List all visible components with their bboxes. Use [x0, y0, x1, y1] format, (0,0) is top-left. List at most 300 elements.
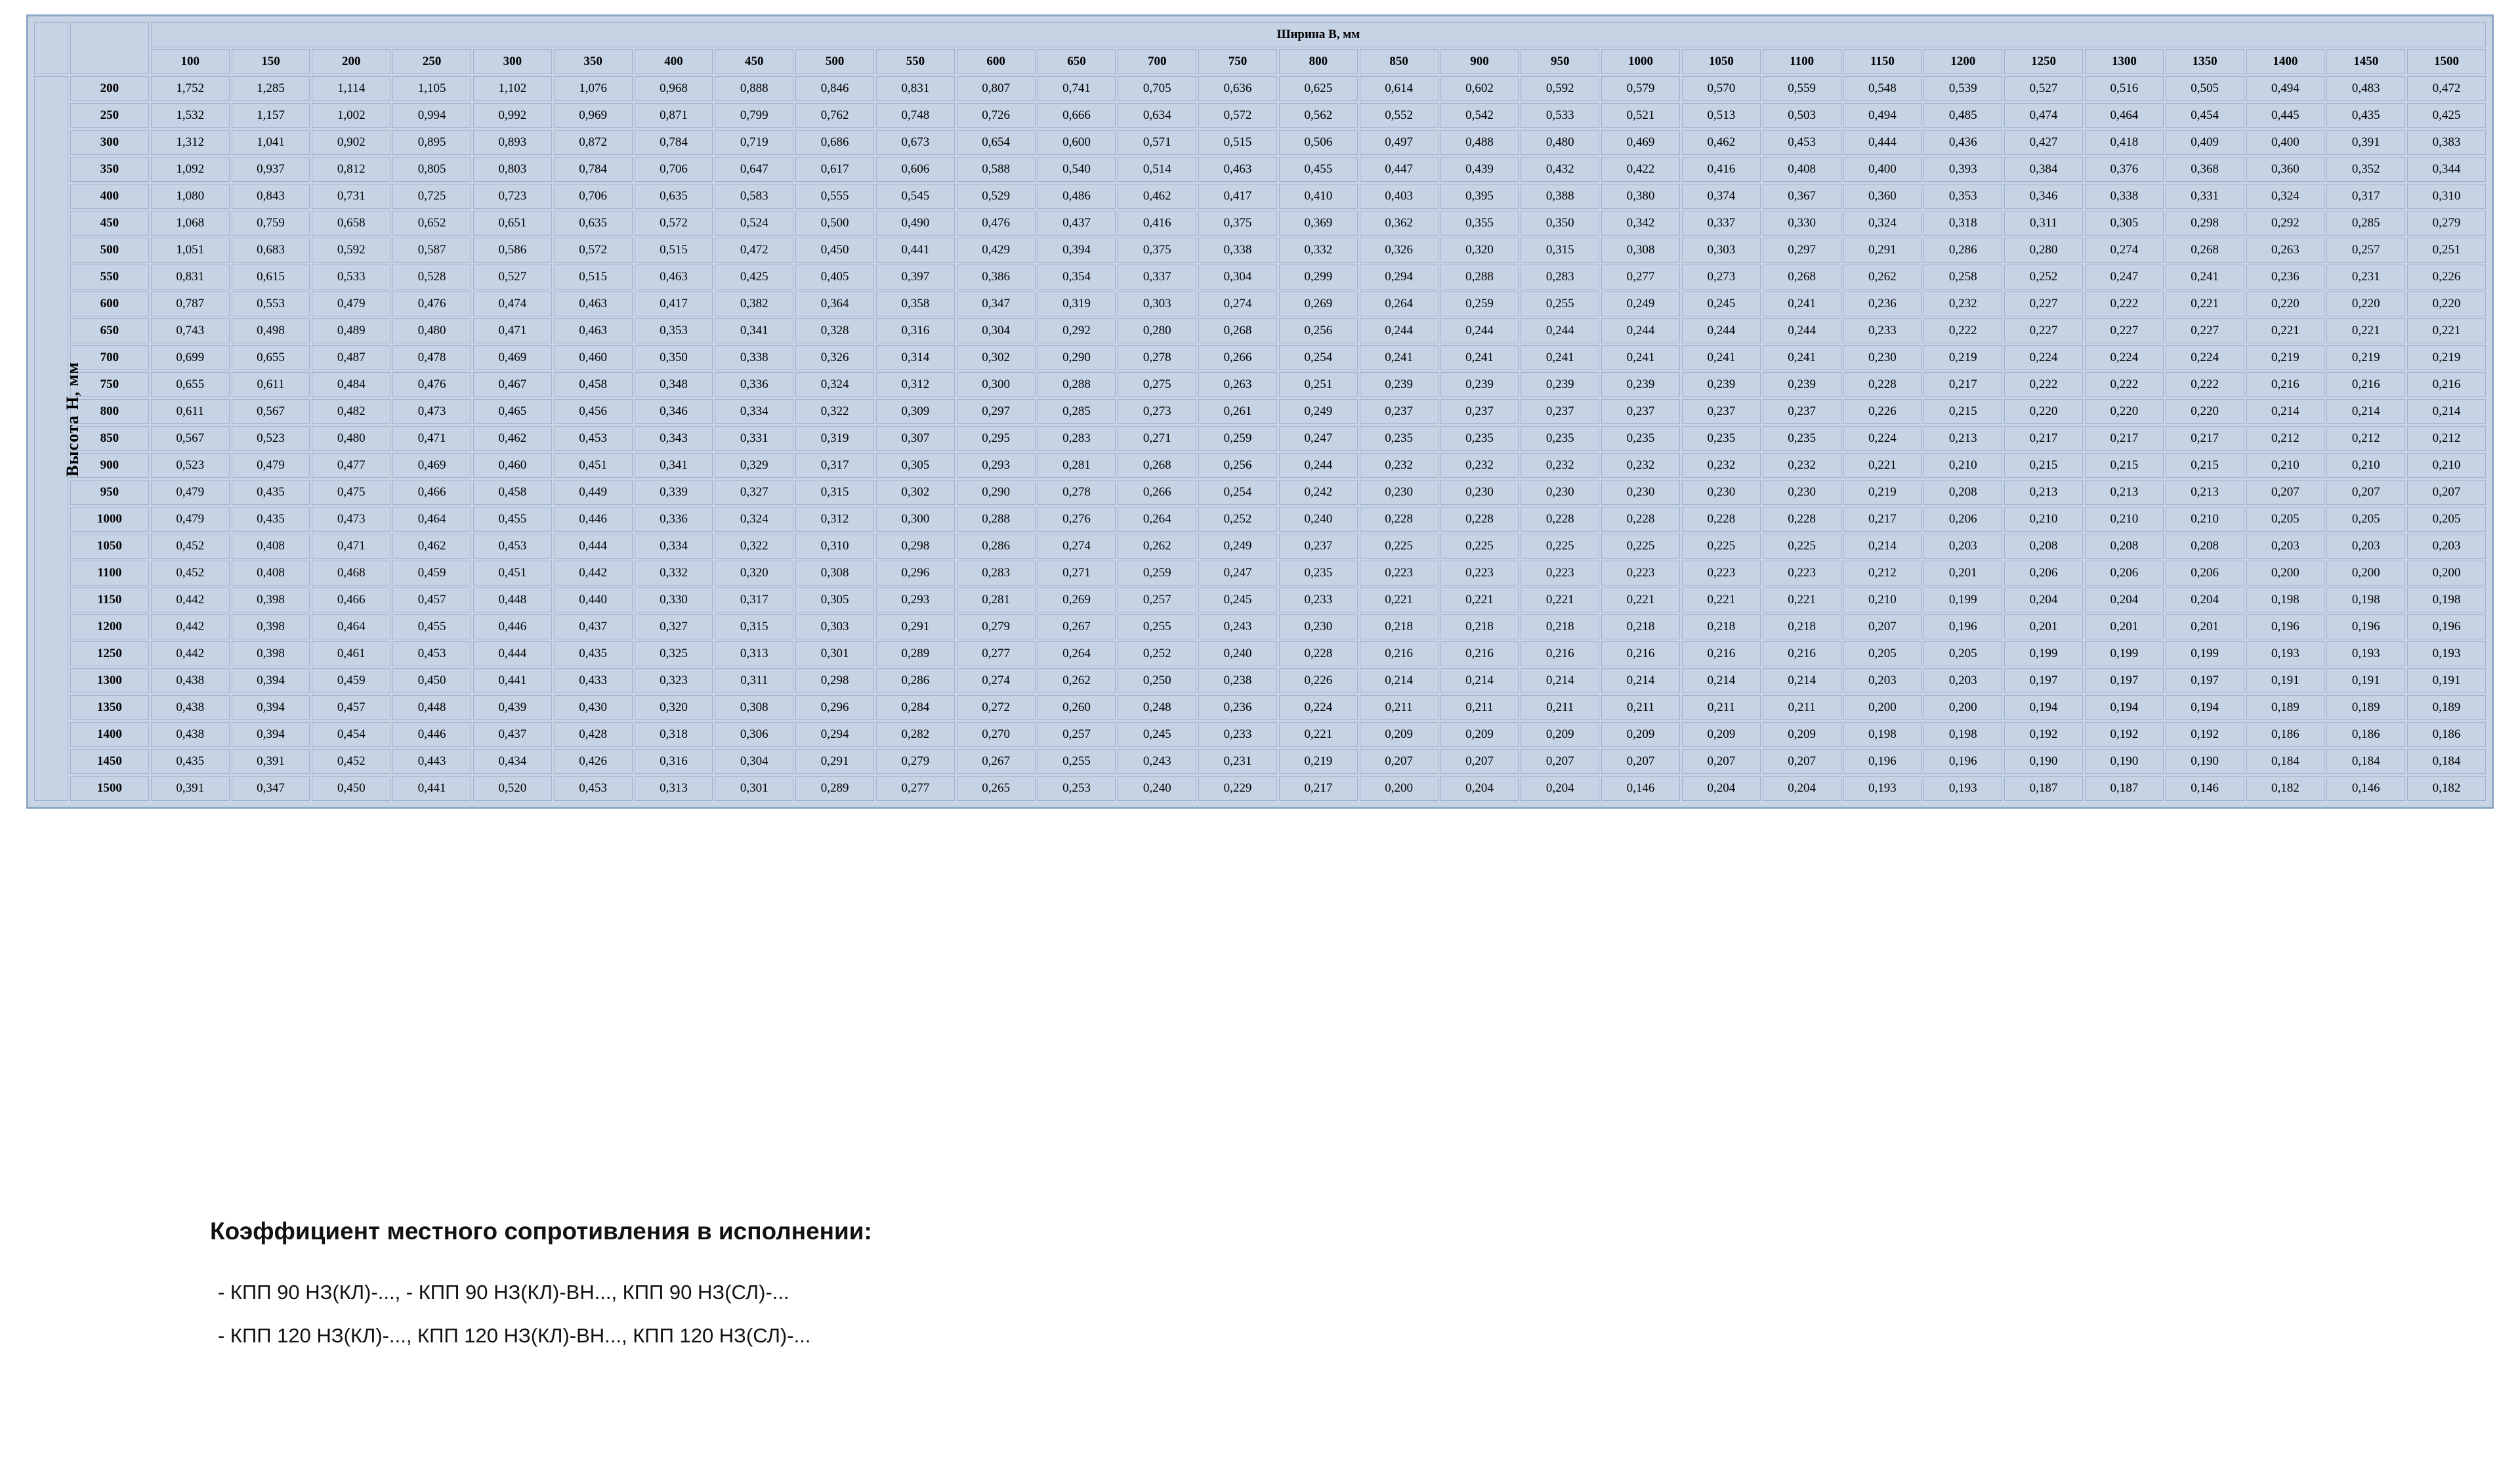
table-cell: 0,450	[312, 776, 390, 801]
table-cell: 0,472	[2407, 76, 2486, 101]
table-cell: 0,319	[1038, 291, 1116, 316]
table-cell: 0,214	[1843, 534, 1922, 559]
table-cell: 0,327	[635, 614, 713, 639]
table-cell: 0,190	[2166, 749, 2244, 774]
table-cell: 0,456	[554, 399, 633, 424]
table-cell: 0,146	[2326, 776, 2405, 801]
table-title: Ширина B, мм	[151, 22, 2486, 47]
table-cell: 0,451	[473, 561, 552, 586]
table-cell: 0,227	[2004, 318, 2083, 343]
table-cell: 0,205	[2407, 507, 2486, 532]
table-row	[34, 614, 2486, 639]
table-cell: 0,403	[1360, 184, 1438, 209]
table-cell: 0,222	[2085, 372, 2164, 397]
table-cell: 0,193	[1843, 776, 1922, 801]
table-cell: 0,308	[795, 561, 874, 586]
table-cell: 1,076	[554, 76, 633, 101]
column-header: 900	[1440, 49, 1519, 74]
table-cell: 0,251	[2407, 238, 2486, 263]
table-cell: 0,318	[1923, 211, 2002, 236]
table-cell: 0,312	[876, 372, 955, 397]
table-cell: 0,209	[1440, 722, 1519, 747]
table-cell: 0,448	[473, 588, 552, 612]
row-header: 800	[70, 399, 149, 424]
table-cell: 0,244	[1682, 318, 1761, 343]
table-cell: 0,398	[232, 588, 310, 612]
table-cell: 0,429	[957, 238, 1036, 263]
table-cell: 0,297	[957, 399, 1036, 424]
table-cell: 0,203	[2246, 534, 2325, 559]
table-cell: 0,216	[1763, 641, 1841, 666]
table-cell: 0,244	[1601, 318, 1680, 343]
table-cell: 0,216	[1682, 641, 1761, 666]
table-cell: 0,223	[1682, 561, 1761, 586]
row-header: 300	[70, 130, 149, 155]
table-cell: 1,285	[232, 76, 310, 101]
table-cell: 0,216	[1521, 641, 1599, 666]
table-cell: 0,221	[2407, 318, 2486, 343]
table-cell: 0,726	[957, 103, 1036, 128]
table-cell: 0,330	[635, 588, 713, 612]
table-cell: 0,521	[1601, 103, 1680, 128]
table-cell: 0,232	[1440, 453, 1519, 478]
table-cell: 0,240	[1118, 776, 1196, 801]
table-cell: 0,322	[715, 534, 793, 559]
table-cell: 0,805	[392, 157, 471, 182]
table-cell: 0,258	[1923, 265, 2002, 289]
table-cell: 0,259	[1118, 561, 1196, 586]
table-cell: 0,271	[1038, 561, 1116, 586]
table-cell: 0,571	[1118, 130, 1196, 155]
table-cell: 0,236	[1198, 695, 1277, 720]
table-cell: 0,515	[554, 265, 633, 289]
table-cell: 0,305	[2085, 211, 2164, 236]
table-row	[34, 372, 2486, 397]
table-cell: 0,471	[312, 534, 390, 559]
column-header: 150	[232, 49, 310, 74]
table-cell: 0,201	[2004, 614, 2083, 639]
table-cell: 0,257	[1118, 588, 1196, 612]
table-cell: 0,362	[1360, 211, 1438, 236]
table-cell: 0,274	[1038, 534, 1116, 559]
table-cell: 0,239	[1521, 372, 1599, 397]
table-cell: 0,452	[312, 749, 390, 774]
row-header: 1450	[70, 749, 149, 774]
table-cell: 0,266	[1118, 480, 1196, 505]
table-cell: 0,224	[2004, 345, 2083, 370]
table-cell: 0,237	[1440, 399, 1519, 424]
table-cell: 0,217	[2085, 426, 2164, 451]
table-cell: 0,239	[1763, 372, 1841, 397]
table-cell: 0,265	[957, 776, 1036, 801]
table-cell: 0,305	[795, 588, 874, 612]
table-cell: 0,255	[1038, 749, 1116, 774]
table-cell: 0,731	[312, 184, 390, 209]
table-cell: 0,438	[151, 722, 230, 747]
table-cell: 0,302	[876, 480, 955, 505]
table-cell: 0,269	[1038, 588, 1116, 612]
table-cell: 0,533	[1521, 103, 1599, 128]
table-cell: 0,422	[1601, 157, 1680, 182]
table-cell: 0,311	[715, 668, 793, 693]
table-cell: 0,303	[1682, 238, 1761, 263]
table-cell: 0,229	[1198, 776, 1277, 801]
table-cell: 0,354	[1038, 265, 1116, 289]
table-cell: 0,479	[151, 507, 230, 532]
table-cell: 0,300	[876, 507, 955, 532]
table-cell: 0,225	[1763, 534, 1841, 559]
table-cell: 0,425	[715, 265, 793, 289]
table-cell: 0,476	[392, 291, 471, 316]
table-cell: 0,462	[392, 534, 471, 559]
notes-line-1: - КПП 90 НЗ(КЛ)-..., - КПП 90 НЗ(КЛ)-ВН..., КПП 90 НЗ(СЛ)-...	[218, 1281, 789, 1304]
table-cell: 0,462	[1682, 130, 1761, 155]
table-cell: 0,319	[795, 426, 874, 451]
table-cell: 0,555	[795, 184, 874, 209]
table-cell: 0,241	[1440, 345, 1519, 370]
table-cell: 0,464	[2085, 103, 2164, 128]
table-cell: 0,969	[554, 103, 633, 128]
table-cell: 0,787	[151, 291, 230, 316]
table-cell: 0,221	[1601, 588, 1680, 612]
table-row	[34, 318, 2486, 343]
table-cell: 0,455	[473, 507, 552, 532]
row-header: 550	[70, 265, 149, 289]
table-cell: 0,220	[2085, 399, 2164, 424]
table-cell: 0,225	[1682, 534, 1761, 559]
table-cell: 0,236	[2246, 265, 2325, 289]
table-cell: 0,459	[392, 561, 471, 586]
table-cell: 0,288	[957, 507, 1036, 532]
row-header: 500	[70, 238, 149, 263]
table-cell: 0,304	[715, 749, 793, 774]
table-cell: 0,244	[1763, 318, 1841, 343]
table-cell: 0,197	[2004, 668, 2083, 693]
table-row	[34, 480, 2486, 505]
table-cell: 0,322	[795, 399, 874, 424]
table-cell: 0,205	[2246, 507, 2325, 532]
table-cell: 0,341	[635, 453, 713, 478]
row-header: 650	[70, 318, 149, 343]
table-cell: 0,205	[2326, 507, 2405, 532]
table-cell: 0,376	[2085, 157, 2164, 182]
table-cell: 0,803	[473, 157, 552, 182]
table-cell: 0,463	[554, 318, 633, 343]
table-cell: 1,002	[312, 103, 390, 128]
table-cell: 0,247	[2085, 265, 2164, 289]
table-cell: 0,572	[554, 238, 633, 263]
table-cell: 0,394	[232, 722, 310, 747]
table-cell: 0,264	[1038, 641, 1116, 666]
table-cell: 0,221	[1440, 588, 1519, 612]
table-cell: 0,216	[1601, 641, 1680, 666]
table-cell: 0,210	[2166, 507, 2244, 532]
table-cell: 1,080	[151, 184, 230, 209]
table-cell: 0,243	[1198, 614, 1277, 639]
table-cell: 0,209	[1682, 722, 1761, 747]
table-cell: 0,812	[312, 157, 390, 182]
table-cell: 0,216	[2407, 372, 2486, 397]
table-cell: 0,245	[1118, 722, 1196, 747]
table-cell: 0,600	[1038, 130, 1116, 155]
table-cell: 0,353	[1923, 184, 2002, 209]
table-cell: 0,219	[2326, 345, 2405, 370]
table-cell: 0,388	[1521, 184, 1599, 209]
table-cell: 0,275	[1118, 372, 1196, 397]
table-cell: 0,239	[1440, 372, 1519, 397]
table-cell: 0,447	[1360, 157, 1438, 182]
table-cell: 0,400	[1843, 157, 1922, 182]
table-cell: 0,196	[1923, 749, 2002, 774]
table-cell: 0,204	[2085, 588, 2164, 612]
table-cell: 0,193	[1923, 776, 2002, 801]
table-cell: 0,227	[2004, 291, 2083, 316]
table-cell: 0,405	[795, 265, 874, 289]
table-cell: 0,191	[2326, 668, 2405, 693]
table-cell: 0,208	[1923, 480, 2002, 505]
table-cell: 0,448	[392, 695, 471, 720]
table-cell: 0,655	[151, 372, 230, 397]
table-cell: 0,236	[1843, 291, 1922, 316]
column-header: 100	[151, 49, 230, 74]
table-cell: 0,417	[1198, 184, 1277, 209]
table-cell: 0,146	[2166, 776, 2244, 801]
table-cell: 0,514	[1118, 157, 1196, 182]
table-cell: 0,346	[2004, 184, 2083, 209]
table-cell: 0,465	[473, 399, 552, 424]
column-header: 1250	[2004, 49, 2083, 74]
table-cell: 0,567	[232, 399, 310, 424]
table-cell: 0,203	[2407, 534, 2486, 559]
table-cell: 0,226	[2407, 265, 2486, 289]
table-cell: 0,214	[2326, 399, 2405, 424]
table-cell: 0,545	[876, 184, 955, 209]
table-cell: 0,725	[392, 184, 471, 209]
table-row	[34, 399, 2486, 424]
table-cell: 0,230	[1682, 480, 1761, 505]
table-cell: 0,807	[957, 76, 1036, 101]
table-cell: 0,232	[1360, 453, 1438, 478]
table-cell: 0,872	[554, 130, 633, 155]
table-cell: 0,208	[2004, 534, 2083, 559]
table-cell: 0,198	[1923, 722, 2002, 747]
table-cell: 0,444	[473, 641, 552, 666]
table-cell: 0,210	[1843, 588, 1922, 612]
table-cell: 0,434	[473, 749, 552, 774]
table-cell: 0,375	[1118, 238, 1196, 263]
table-cell: 0,539	[1923, 76, 2002, 101]
table-cell: 0,455	[392, 614, 471, 639]
row-header: 450	[70, 211, 149, 236]
table-cell: 0,197	[2166, 668, 2244, 693]
table-cell: 0,294	[1360, 265, 1438, 289]
table-cell: 0,224	[1843, 426, 1922, 451]
column-header: 1450	[2326, 49, 2405, 74]
table-cell: 0,318	[635, 722, 713, 747]
table-cell: 0,602	[1440, 76, 1519, 101]
table-cell: 0,215	[2004, 453, 2083, 478]
table-cell: 0,562	[1279, 103, 1358, 128]
table-cell: 0,199	[2085, 641, 2164, 666]
table-cell: 0,488	[1440, 130, 1519, 155]
table-cell: 0,350	[635, 345, 713, 370]
table-cell: 0,440	[554, 588, 633, 612]
table-cell: 0,444	[1843, 130, 1922, 155]
table-cell: 0,452	[151, 534, 230, 559]
table-cell: 0,302	[957, 345, 1036, 370]
table-cell: 0,477	[312, 453, 390, 478]
table-cell: 0,494	[1843, 103, 1922, 128]
table-cell: 0,248	[1118, 695, 1196, 720]
table-cell: 0,192	[2004, 722, 2083, 747]
table-cell: 0,194	[2166, 695, 2244, 720]
table-cell: 0,237	[1279, 534, 1358, 559]
table-cell: 0,453	[1763, 130, 1841, 155]
column-header: 650	[1038, 49, 1116, 74]
table-cell: 0,871	[635, 103, 713, 128]
table-cell: 0,611	[151, 399, 230, 424]
table-cell: 0,224	[2166, 345, 2244, 370]
table-cell: 0,355	[1440, 211, 1519, 236]
table-cell: 0,211	[1601, 695, 1680, 720]
column-header: 950	[1521, 49, 1599, 74]
table-cell: 0,274	[957, 668, 1036, 693]
table-cell: 0,247	[1198, 561, 1277, 586]
table-cell: 0,673	[876, 130, 955, 155]
table-cell: 1,051	[151, 238, 230, 263]
axis-corner-cell	[34, 22, 68, 74]
column-header: 500	[795, 49, 874, 74]
table-cell: 0,199	[2166, 641, 2244, 666]
row-header: 350	[70, 157, 149, 182]
table-cell: 0,235	[1360, 426, 1438, 451]
table-cell: 0,559	[1763, 76, 1841, 101]
table-cell: 0,215	[2085, 453, 2164, 478]
row-header: 200	[70, 76, 149, 101]
table-cell: 0,294	[795, 722, 874, 747]
table-cell: 0,666	[1038, 103, 1116, 128]
table-cell: 0,240	[1198, 641, 1277, 666]
table-cell: 0,221	[1682, 588, 1761, 612]
column-header: 1400	[2246, 49, 2325, 74]
column-header: 450	[715, 49, 793, 74]
table-cell: 0,654	[957, 130, 1036, 155]
table-cell: 0,438	[151, 695, 230, 720]
table-cell: 0,203	[2326, 534, 2405, 559]
table-row	[34, 291, 2486, 316]
table-cell: 0,260	[1038, 695, 1116, 720]
table-cell: 0,285	[2326, 211, 2405, 236]
table-cell: 0,398	[232, 614, 310, 639]
table-cell: 0,230	[1440, 480, 1519, 505]
table-cell: 0,228	[1601, 507, 1680, 532]
table-row	[34, 238, 2486, 263]
table-cell: 0,625	[1279, 76, 1358, 101]
table-cell: 0,237	[1521, 399, 1599, 424]
table-cell: 0,244	[1521, 318, 1599, 343]
table-cell: 0,237	[1601, 399, 1680, 424]
table-cell: 0,194	[2085, 695, 2164, 720]
table-cell: 0,317	[715, 588, 793, 612]
table-cell: 0,211	[1521, 695, 1599, 720]
table-cell: 0,290	[1038, 345, 1116, 370]
table-row	[34, 157, 2486, 182]
table-cell: 0,217	[1843, 507, 1922, 532]
table-cell: 0,146	[1601, 776, 1680, 801]
table-cell: 0,194	[2004, 695, 2083, 720]
table-cell: 0,217	[1279, 776, 1358, 801]
table-cell: 0,458	[473, 480, 552, 505]
table-cell: 0,261	[1198, 399, 1277, 424]
column-header: 250	[392, 49, 471, 74]
table-cell: 0,278	[1038, 480, 1116, 505]
table-cell: 0,463	[635, 265, 713, 289]
table-row	[34, 534, 2486, 559]
table-cell: 0,291	[795, 749, 874, 774]
table-cell: 0,189	[2326, 695, 2405, 720]
table-cell: 0,206	[2085, 561, 2164, 586]
table-cell: 0,263	[1198, 372, 1277, 397]
table-cell: 0,457	[312, 695, 390, 720]
table-cell: 0,249	[1601, 291, 1680, 316]
table-cell: 0,245	[1682, 291, 1761, 316]
table-cell: 0,259	[1198, 426, 1277, 451]
table-cell: 0,446	[473, 614, 552, 639]
table-cell: 0,330	[1763, 211, 1841, 236]
table-cell: 0,460	[473, 453, 552, 478]
table-cell: 0,200	[2326, 561, 2405, 586]
table-cell: 0,592	[312, 238, 390, 263]
table-cell: 0,200	[1843, 695, 1922, 720]
table-cell: 0,312	[795, 507, 874, 532]
table-cell: 0,196	[2326, 614, 2405, 639]
table-cell: 0,274	[1198, 291, 1277, 316]
table-cell: 0,523	[232, 426, 310, 451]
row-header: 900	[70, 453, 149, 478]
table-cell: 0,331	[2166, 184, 2244, 209]
table-cell: 0,439	[473, 695, 552, 720]
table-cell: 0,482	[312, 399, 390, 424]
table-row	[34, 130, 2486, 155]
table-cell: 0,222	[1923, 318, 2002, 343]
table-cell: 1,752	[151, 76, 230, 101]
table-cell: 0,437	[1038, 211, 1116, 236]
table-cell: 0,706	[635, 157, 713, 182]
table-cell: 0,369	[1279, 211, 1358, 236]
table-cell: 0,352	[2326, 157, 2405, 182]
table-cell: 0,450	[392, 668, 471, 693]
table-cell: 0,395	[1440, 184, 1519, 209]
row-axis-spacer	[34, 76, 68, 801]
table-cell: 0,484	[312, 372, 390, 397]
table-cell: 0,320	[715, 561, 793, 586]
table-cell: 0,494	[2246, 76, 2325, 101]
row-header: 1150	[70, 588, 149, 612]
table-cell: 0,503	[1763, 103, 1841, 128]
table-cell: 0,223	[1521, 561, 1599, 586]
table-cell: 0,466	[392, 480, 471, 505]
column-header: 1500	[2407, 49, 2486, 74]
table-cell: 0,231	[1198, 749, 1277, 774]
table-cell: 0,467	[473, 372, 552, 397]
table-cell: 0,230	[1521, 480, 1599, 505]
column-header: 850	[1360, 49, 1438, 74]
table-cell: 0,252	[1198, 507, 1277, 532]
table-cell: 0,196	[1843, 749, 1922, 774]
table-cell: 0,254	[1198, 480, 1277, 505]
table-head	[34, 22, 2486, 74]
table-cell: 0,489	[312, 318, 390, 343]
